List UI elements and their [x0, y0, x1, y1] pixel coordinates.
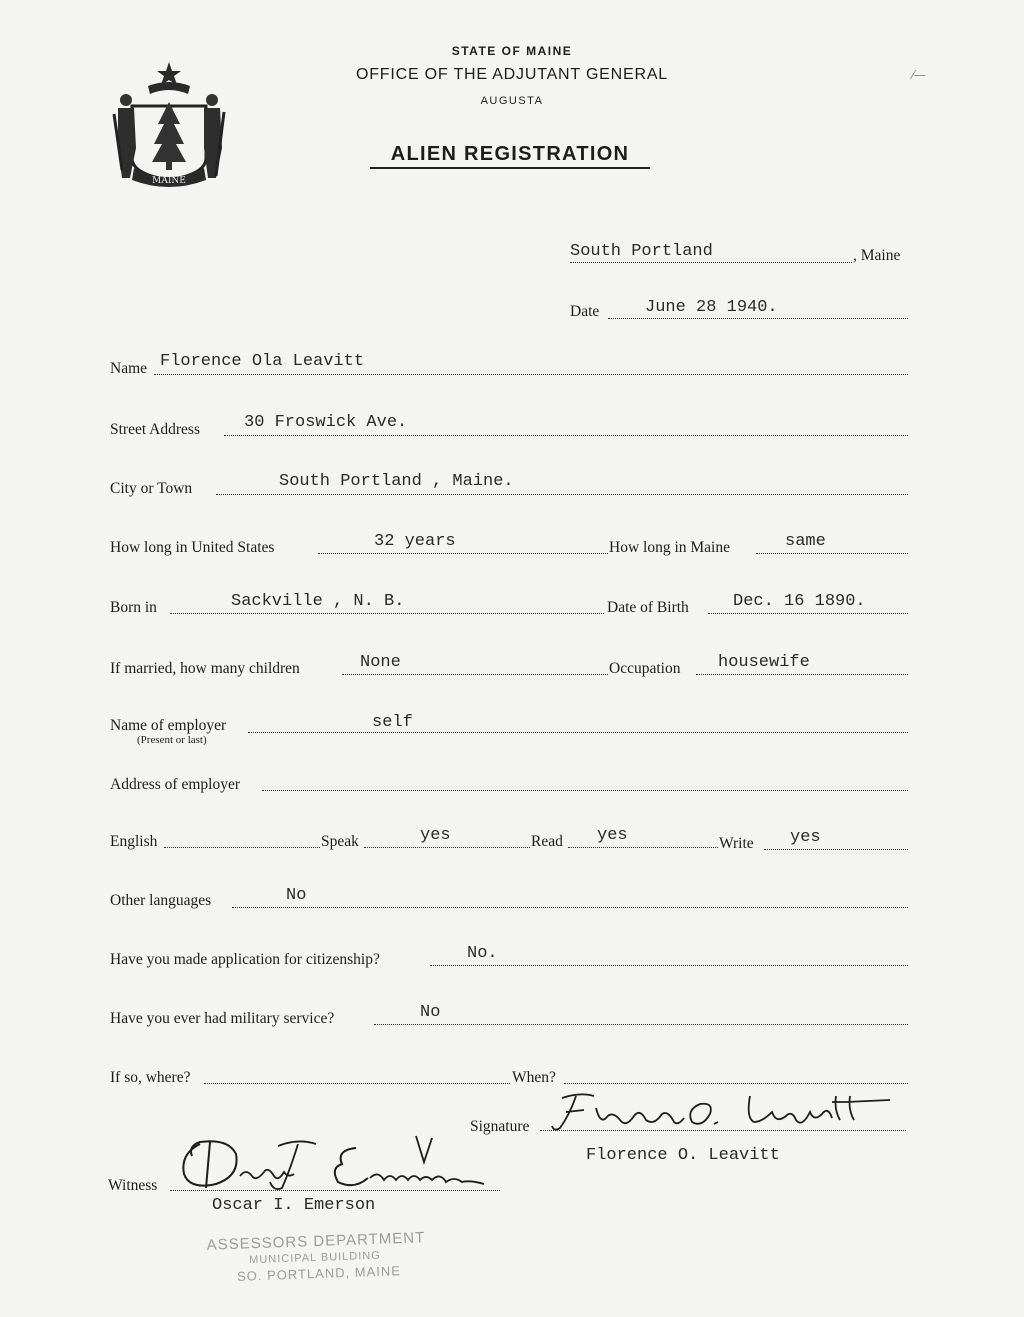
employer-line	[248, 732, 908, 733]
occupation-label: Occupation	[609, 660, 681, 677]
place-line	[570, 262, 852, 263]
maine-state-seal-icon	[108, 58, 230, 188]
other-languages-label: Other languages	[110, 892, 212, 909]
speak-value: yes	[420, 826, 451, 845]
other-languages-value: No	[286, 886, 307, 905]
dob-line	[708, 613, 908, 614]
occupation-value: housewife	[718, 653, 810, 672]
us-duration-label: How long in United States	[110, 539, 275, 556]
when-line	[564, 1083, 908, 1084]
witness-typed: Oscar I. Emerson	[212, 1196, 376, 1215]
military-line	[374, 1024, 908, 1025]
city-line	[216, 494, 908, 495]
write-line	[764, 849, 908, 850]
employer-sublabel: (Present or last)	[137, 734, 207, 746]
read-value: yes	[597, 826, 628, 845]
name-label: Name	[110, 360, 148, 377]
english-label: English	[110, 833, 158, 850]
header-office: OFFICE OF THE ADJUTANT GENERAL	[355, 66, 669, 83]
speak-label: Speak	[321, 833, 359, 850]
witness-label: Witness	[108, 1177, 158, 1194]
date-label: Date	[570, 303, 600, 320]
us-duration-value: 32 years	[374, 532, 456, 551]
other-languages-line	[232, 907, 908, 908]
street-line	[224, 435, 908, 436]
children-line	[342, 674, 608, 675]
pencil-mark-icon: ⁄—	[912, 68, 927, 82]
maine-duration-line	[756, 553, 908, 554]
header-city: AUGUSTA	[480, 95, 544, 107]
form-title: ALIEN REGISTRATION	[370, 143, 650, 169]
occupation-line	[696, 674, 908, 675]
us-duration-line	[318, 553, 608, 554]
witness-handwriting	[170, 1132, 510, 1198]
maine-duration-label: How long in Maine	[609, 539, 730, 556]
citizenship-label: Have you made application for citizenship?	[110, 951, 380, 968]
maine-duration-value: same	[785, 532, 826, 551]
read-line	[568, 847, 718, 848]
street-value: 30 Froswick Ave.	[244, 413, 408, 432]
svg-text:MAINE: MAINE	[152, 176, 186, 186]
write-label: Write	[719, 835, 754, 852]
header-state: STATE OF MAINE	[451, 44, 573, 58]
employer-address-line	[262, 790, 908, 791]
where-line	[204, 1083, 510, 1084]
place-suffix: , Maine	[853, 247, 901, 264]
military-label: Have you ever had military service?	[110, 1010, 335, 1027]
signature-handwriting	[550, 1088, 900, 1136]
name-value: Florence Ola Leavitt	[160, 352, 365, 371]
signature-label: Signature	[470, 1118, 530, 1135]
write-value: yes	[790, 828, 821, 847]
children-value: None	[360, 653, 401, 672]
place-value: South Portland	[570, 242, 713, 261]
stamp-line-3: SO. PORTLAND, MAINE	[236, 1263, 402, 1284]
city-label: City or Town	[110, 480, 193, 497]
born-in-label: Born in	[110, 599, 157, 616]
street-label: Street Address	[110, 421, 200, 438]
employer-address-label: Address of employer	[110, 776, 240, 793]
date-value: June 28 1940.	[645, 298, 778, 317]
when-label: When?	[512, 1069, 556, 1086]
stamp-line-2: MUNICIPAL BUILDING	[248, 1249, 382, 1267]
employer-label: Name of employer	[110, 717, 227, 734]
speak-line	[364, 847, 530, 848]
signature-typed: Florence O. Leavitt	[586, 1146, 780, 1165]
military-value: No	[420, 1003, 441, 1022]
city-value: South Portland , Maine.	[279, 472, 514, 491]
employer-value: self	[372, 713, 413, 732]
children-label: If married, how many children	[110, 660, 300, 677]
citizenship-value: No.	[467, 944, 498, 963]
english-line	[164, 847, 320, 848]
born-in-value: Sackville , N. B.	[231, 592, 405, 611]
date-line	[608, 318, 908, 319]
born-in-line	[170, 613, 604, 614]
citizenship-line	[430, 965, 908, 966]
stamp-line-1: ASSESSORS DEPARTMENT	[206, 1229, 426, 1254]
name-line	[154, 374, 908, 375]
dob-value: Dec. 16 1890.	[733, 592, 866, 611]
read-label: Read	[531, 833, 563, 850]
dob-label: Date of Birth	[607, 599, 689, 616]
where-label: If so, where?	[110, 1069, 191, 1086]
